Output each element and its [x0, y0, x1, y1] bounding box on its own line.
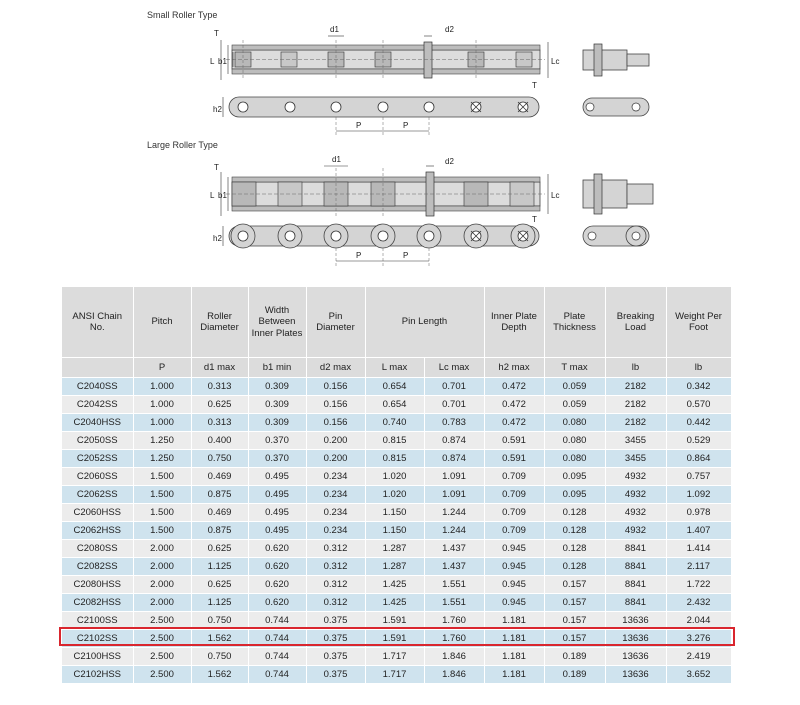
table-cell: 0.080 — [544, 450, 605, 468]
table-cell: 0.875 — [191, 522, 248, 540]
table-cell: 1.760 — [424, 612, 484, 630]
unit-blank — [62, 358, 133, 378]
header-chain-no: ANSI Chain No. — [62, 287, 133, 358]
table-cell: 0.495 — [248, 468, 306, 486]
table-cell: 0.059 — [544, 378, 605, 396]
table-cell: 1.500 — [133, 522, 191, 540]
table-cell: 8841 — [605, 576, 666, 594]
table-cell: 0.234 — [306, 468, 365, 486]
table-cell: 0.234 — [306, 504, 365, 522]
chain-no-cell: C2100HSS — [62, 648, 133, 666]
table-cell: 0.095 — [544, 486, 605, 504]
table-cell: 1.244 — [424, 522, 484, 540]
table-cell: 0.469 — [191, 468, 248, 486]
table-cell: 2.000 — [133, 540, 191, 558]
table-cell: 1.092 — [666, 486, 731, 504]
small-chain-end-view — [583, 44, 649, 116]
table-cell: 2.432 — [666, 594, 731, 612]
table-cell: 0.874 — [424, 450, 484, 468]
table-cell: 3.652 — [666, 666, 731, 684]
table-cell: 1.551 — [424, 594, 484, 612]
table-cell: 0.625 — [191, 576, 248, 594]
table-cell: 0.234 — [306, 486, 365, 504]
table-cell: 1.437 — [424, 540, 484, 558]
header-width-inner-plates: Width Between Inner Plates — [248, 287, 306, 358]
table-cell: 1.000 — [133, 414, 191, 432]
small-chain-side-view — [223, 97, 539, 136]
table-cell: 0.189 — [544, 648, 605, 666]
table-cell: 0.375 — [306, 648, 365, 666]
table-row — [62, 666, 731, 684]
table-row — [62, 450, 731, 468]
table-cell: 0.375 — [306, 612, 365, 630]
table-cell: 4932 — [605, 522, 666, 540]
unit-cell: P — [133, 358, 191, 378]
chain-no-cell: C2102HSS — [62, 666, 133, 684]
table-cell: 2.044 — [666, 612, 731, 630]
chain-no-cell: C2050SS — [62, 432, 133, 450]
table-cell: 0.309 — [248, 414, 306, 432]
table-cell: 0.370 — [248, 432, 306, 450]
table-cell: 1.287 — [365, 558, 424, 576]
chain-no-cell: C2080HSS — [62, 576, 133, 594]
table-cell: 0.375 — [306, 666, 365, 684]
chain-no-cell: C2060HSS — [62, 504, 133, 522]
table-cell: 1.250 — [133, 432, 191, 450]
table-cell: 0.200 — [306, 432, 365, 450]
dim-P1-large: P — [356, 251, 362, 260]
table-cell: 0.495 — [248, 486, 306, 504]
table-cell: 2.419 — [666, 648, 731, 666]
dim-T2-large: T — [532, 215, 537, 224]
table-cell: 0.157 — [544, 576, 605, 594]
table-row — [62, 414, 731, 432]
table-cell: 0.783 — [424, 414, 484, 432]
table-cell: 0.128 — [544, 522, 605, 540]
table-cell: 0.128 — [544, 558, 605, 576]
small-chain-top-view — [221, 36, 548, 80]
table-cell: 0.309 — [248, 396, 306, 414]
table-row — [62, 576, 731, 594]
table-row — [62, 378, 731, 396]
table-row — [62, 486, 731, 504]
table-cell: 1.091 — [424, 468, 484, 486]
unit-cell: d1 max — [191, 358, 248, 378]
dim-P2-small: P — [403, 121, 409, 130]
header-roller-diameter: Roller Diameter — [191, 287, 248, 358]
table-cell: 0.375 — [306, 630, 365, 648]
table-cell: 0.744 — [248, 630, 306, 648]
table-cell: 8841 — [605, 558, 666, 576]
table-cell: 1.020 — [365, 468, 424, 486]
dim-Lc-large: Lc — [551, 191, 560, 200]
table-cell: 0.875 — [191, 486, 248, 504]
table-cell: 0.750 — [191, 648, 248, 666]
table-cell: 1.091 — [424, 486, 484, 504]
table-cell: 8841 — [605, 594, 666, 612]
table-cell: 0.495 — [248, 522, 306, 540]
dim-d1-small: d1 — [330, 25, 339, 34]
table-cell: 8841 — [605, 540, 666, 558]
table-cell: 1.150 — [365, 504, 424, 522]
table-cell: 1.500 — [133, 486, 191, 504]
unit-cell: lb — [605, 358, 666, 378]
table-cell: 0.157 — [544, 594, 605, 612]
unit-cell: L max — [365, 358, 424, 378]
table-cell: 0.945 — [484, 540, 544, 558]
table-row — [62, 504, 731, 522]
table-cell: 1.000 — [133, 378, 191, 396]
table-cell: 0.620 — [248, 558, 306, 576]
chain-no-cell: C2062HSS — [62, 522, 133, 540]
table-cell: 13636 — [605, 612, 666, 630]
table-cell: 0.157 — [544, 630, 605, 648]
small-roller-title: Small Roller Type — [147, 10, 218, 20]
table-cell: 1.244 — [424, 504, 484, 522]
table-cell: 0.400 — [191, 432, 248, 450]
table-cell: 0.312 — [306, 540, 365, 558]
table-cell: 0.313 — [191, 378, 248, 396]
table-cell: 0.757 — [666, 468, 731, 486]
unit-row — [62, 358, 731, 378]
table-cell: 0.156 — [306, 378, 365, 396]
small-roller-diagram — [0, 0, 800, 140]
dim-h2-small: h2 — [213, 105, 222, 114]
header-pin-diameter: Pin Diameter — [306, 287, 365, 358]
table-cell: 0.945 — [484, 576, 544, 594]
dim-d1-large: d1 — [332, 155, 341, 164]
table-cell: 0.654 — [365, 396, 424, 414]
table-cell: 0.128 — [544, 540, 605, 558]
dim-P2-large: P — [403, 251, 409, 260]
table-cell: 0.874 — [424, 432, 484, 450]
table-cell: 1.562 — [191, 666, 248, 684]
table-cell: 0.945 — [484, 594, 544, 612]
table-cell: 1.500 — [133, 504, 191, 522]
table-cell: 0.744 — [248, 612, 306, 630]
chain-no-cell: C2060SS — [62, 468, 133, 486]
table-cell: 1.425 — [365, 594, 424, 612]
table-cell: 2182 — [605, 414, 666, 432]
table-cell: 0.744 — [248, 666, 306, 684]
table-row — [62, 648, 731, 666]
large-chain-top-view — [221, 166, 548, 218]
table-cell: 1.020 — [365, 486, 424, 504]
table-cell: 1.551 — [424, 576, 484, 594]
table-cell: 2182 — [605, 378, 666, 396]
table-cell: 1.181 — [484, 648, 544, 666]
unit-cell: d2 max — [306, 358, 365, 378]
large-chain-end-view — [583, 174, 653, 246]
dim-L-large: L — [210, 191, 215, 200]
dim-h2-large: h2 — [213, 234, 222, 243]
table-cell: 0.472 — [484, 414, 544, 432]
table-cell: 2.117 — [666, 558, 731, 576]
header-pin-length: Pin Length — [365, 287, 484, 358]
table-cell: 2.500 — [133, 612, 191, 630]
table-cell: 1.125 — [191, 558, 248, 576]
table-cell: 1.437 — [424, 558, 484, 576]
dim-T-small: T — [214, 29, 219, 38]
table-cell: 2.500 — [133, 630, 191, 648]
unit-cell: Lc max — [424, 358, 484, 378]
table-cell: 0.472 — [484, 378, 544, 396]
large-roller-diagram — [0, 140, 800, 270]
table-cell: 1.760 — [424, 630, 484, 648]
table-cell: 0.312 — [306, 594, 365, 612]
header-plate-thickness: Plate Thickness — [544, 287, 605, 358]
large-chain-side-view — [223, 224, 539, 266]
table-cell: 1.717 — [365, 666, 424, 684]
table-cell: 1.181 — [484, 612, 544, 630]
table-cell: 0.709 — [484, 504, 544, 522]
table-cell: 0.128 — [544, 504, 605, 522]
table-cell: 4932 — [605, 504, 666, 522]
table-cell: 0.620 — [248, 594, 306, 612]
table-cell: 1.722 — [666, 576, 731, 594]
table-cell: 0.469 — [191, 504, 248, 522]
table-cell: 2.000 — [133, 576, 191, 594]
table-cell: 0.312 — [306, 558, 365, 576]
chain-no-cell: C2040HSS — [62, 414, 133, 432]
table-cell: 1.150 — [365, 522, 424, 540]
header-pitch: Pitch — [133, 287, 191, 358]
table-cell: 2.500 — [133, 666, 191, 684]
dim-d2-small: d2 — [445, 25, 454, 34]
table-cell: 0.080 — [544, 432, 605, 450]
table-cell: 4932 — [605, 468, 666, 486]
chain-no-cell: C2102SS — [62, 630, 133, 648]
table-cell: 0.620 — [248, 540, 306, 558]
table-cell: 1.717 — [365, 648, 424, 666]
chain-no-cell: C2052SS — [62, 450, 133, 468]
table-cell: 1.287 — [365, 540, 424, 558]
table-cell: 0.750 — [191, 612, 248, 630]
table-cell: 0.156 — [306, 414, 365, 432]
table-cell: 2.500 — [133, 648, 191, 666]
table-cell: 0.313 — [191, 414, 248, 432]
table-row — [62, 522, 731, 540]
table-cell: 0.312 — [306, 576, 365, 594]
dim-b1-large: b1 — [218, 191, 227, 200]
chain-no-cell: C2082HSS — [62, 594, 133, 612]
header-breaking-load: Breaking Load — [605, 287, 666, 358]
table-cell: 0.080 — [544, 414, 605, 432]
table-cell: 1.125 — [191, 594, 248, 612]
dim-b1-small: b1 — [218, 57, 227, 66]
unit-cell: h2 max — [484, 358, 544, 378]
table-cell: 0.529 — [666, 432, 731, 450]
table-cell: 1.562 — [191, 630, 248, 648]
table-cell: 1.181 — [484, 666, 544, 684]
table-cell: 4932 — [605, 486, 666, 504]
table-cell: 0.815 — [365, 450, 424, 468]
table-cell: 0.815 — [365, 432, 424, 450]
table-cell: 1.500 — [133, 468, 191, 486]
large-roller-title: Large Roller Type — [147, 140, 218, 150]
table-cell: 1.591 — [365, 630, 424, 648]
dim-T2-small: T — [532, 81, 537, 90]
table-cell: 0.750 — [191, 450, 248, 468]
table-cell: 1.414 — [666, 540, 731, 558]
dim-d2-large: d2 — [445, 157, 454, 166]
table-cell: 0.156 — [306, 396, 365, 414]
dim-L-small: L — [210, 57, 215, 66]
table-cell: 1.407 — [666, 522, 731, 540]
table-cell: 2182 — [605, 396, 666, 414]
table-cell: 0.978 — [666, 504, 731, 522]
chain-no-cell: C2080SS — [62, 540, 133, 558]
table-cell: 1.250 — [133, 450, 191, 468]
dim-P1-small: P — [356, 121, 362, 130]
chain-no-cell: C2062SS — [62, 486, 133, 504]
highlighted-row-outline — [59, 627, 735, 646]
table-cell: 13636 — [605, 666, 666, 684]
table-row — [62, 594, 731, 612]
unit-cell: lb — [666, 358, 731, 378]
table-cell: 0.945 — [484, 558, 544, 576]
chain-no-cell: C2040SS — [62, 378, 133, 396]
header-row — [62, 287, 731, 358]
table-cell: 1.591 — [365, 612, 424, 630]
table-cell: 0.654 — [365, 378, 424, 396]
table-cell: 3455 — [605, 432, 666, 450]
table-cell: 0.342 — [666, 378, 731, 396]
table-cell: 0.442 — [666, 414, 731, 432]
table-cell: 0.709 — [484, 486, 544, 504]
table-row — [62, 540, 731, 558]
table-row — [62, 468, 731, 486]
table-cell: 1.181 — [484, 630, 544, 648]
table-cell: 0.591 — [484, 450, 544, 468]
table-cell: 0.370 — [248, 450, 306, 468]
table-cell: 0.625 — [191, 396, 248, 414]
table-cell: 0.570 — [666, 396, 731, 414]
table-cell: 0.200 — [306, 450, 365, 468]
table-cell: 0.157 — [544, 612, 605, 630]
table-cell: 2.000 — [133, 594, 191, 612]
header-inner-plate-depth: Inner Plate Depth — [484, 287, 544, 358]
table-cell: 0.864 — [666, 450, 731, 468]
dim-Lc-small: Lc — [551, 57, 560, 66]
table-cell: 1.000 — [133, 396, 191, 414]
table-cell: 0.591 — [484, 432, 544, 450]
table-cell: 0.234 — [306, 522, 365, 540]
table-cell: 0.701 — [424, 396, 484, 414]
table-cell: 0.189 — [544, 666, 605, 684]
chain-no-cell: C2042SS — [62, 396, 133, 414]
table-cell: 0.620 — [248, 576, 306, 594]
table-cell: 0.709 — [484, 522, 544, 540]
table-cell: 1.846 — [424, 648, 484, 666]
table-cell: 0.095 — [544, 468, 605, 486]
unit-cell: T max — [544, 358, 605, 378]
table-cell: 13636 — [605, 630, 666, 648]
table-cell: 0.744 — [248, 648, 306, 666]
table-cell: 1.425 — [365, 576, 424, 594]
table-cell: 0.740 — [365, 414, 424, 432]
table-cell: 2.000 — [133, 558, 191, 576]
header-weight-per-foot: Weight Per Foot — [666, 287, 731, 358]
table-cell: 3.276 — [666, 630, 731, 648]
table-cell: 0.701 — [424, 378, 484, 396]
unit-cell: b1 min — [248, 358, 306, 378]
table-cell: 13636 — [605, 648, 666, 666]
table-cell: 3455 — [605, 450, 666, 468]
table-row — [62, 558, 731, 576]
table-cell: 0.709 — [484, 468, 544, 486]
dim-T-large: T — [214, 163, 219, 172]
spec-table — [62, 287, 732, 683]
table-cell: 0.625 — [191, 540, 248, 558]
table-cell: 0.495 — [248, 504, 306, 522]
table-row — [62, 432, 731, 450]
table-cell: 1.846 — [424, 666, 484, 684]
chain-no-cell: C2082SS — [62, 558, 133, 576]
table-row — [62, 396, 731, 414]
chain-no-cell: C2100SS — [62, 612, 133, 630]
table-cell: 0.309 — [248, 378, 306, 396]
table-cell: 0.472 — [484, 396, 544, 414]
table-cell: 0.059 — [544, 396, 605, 414]
